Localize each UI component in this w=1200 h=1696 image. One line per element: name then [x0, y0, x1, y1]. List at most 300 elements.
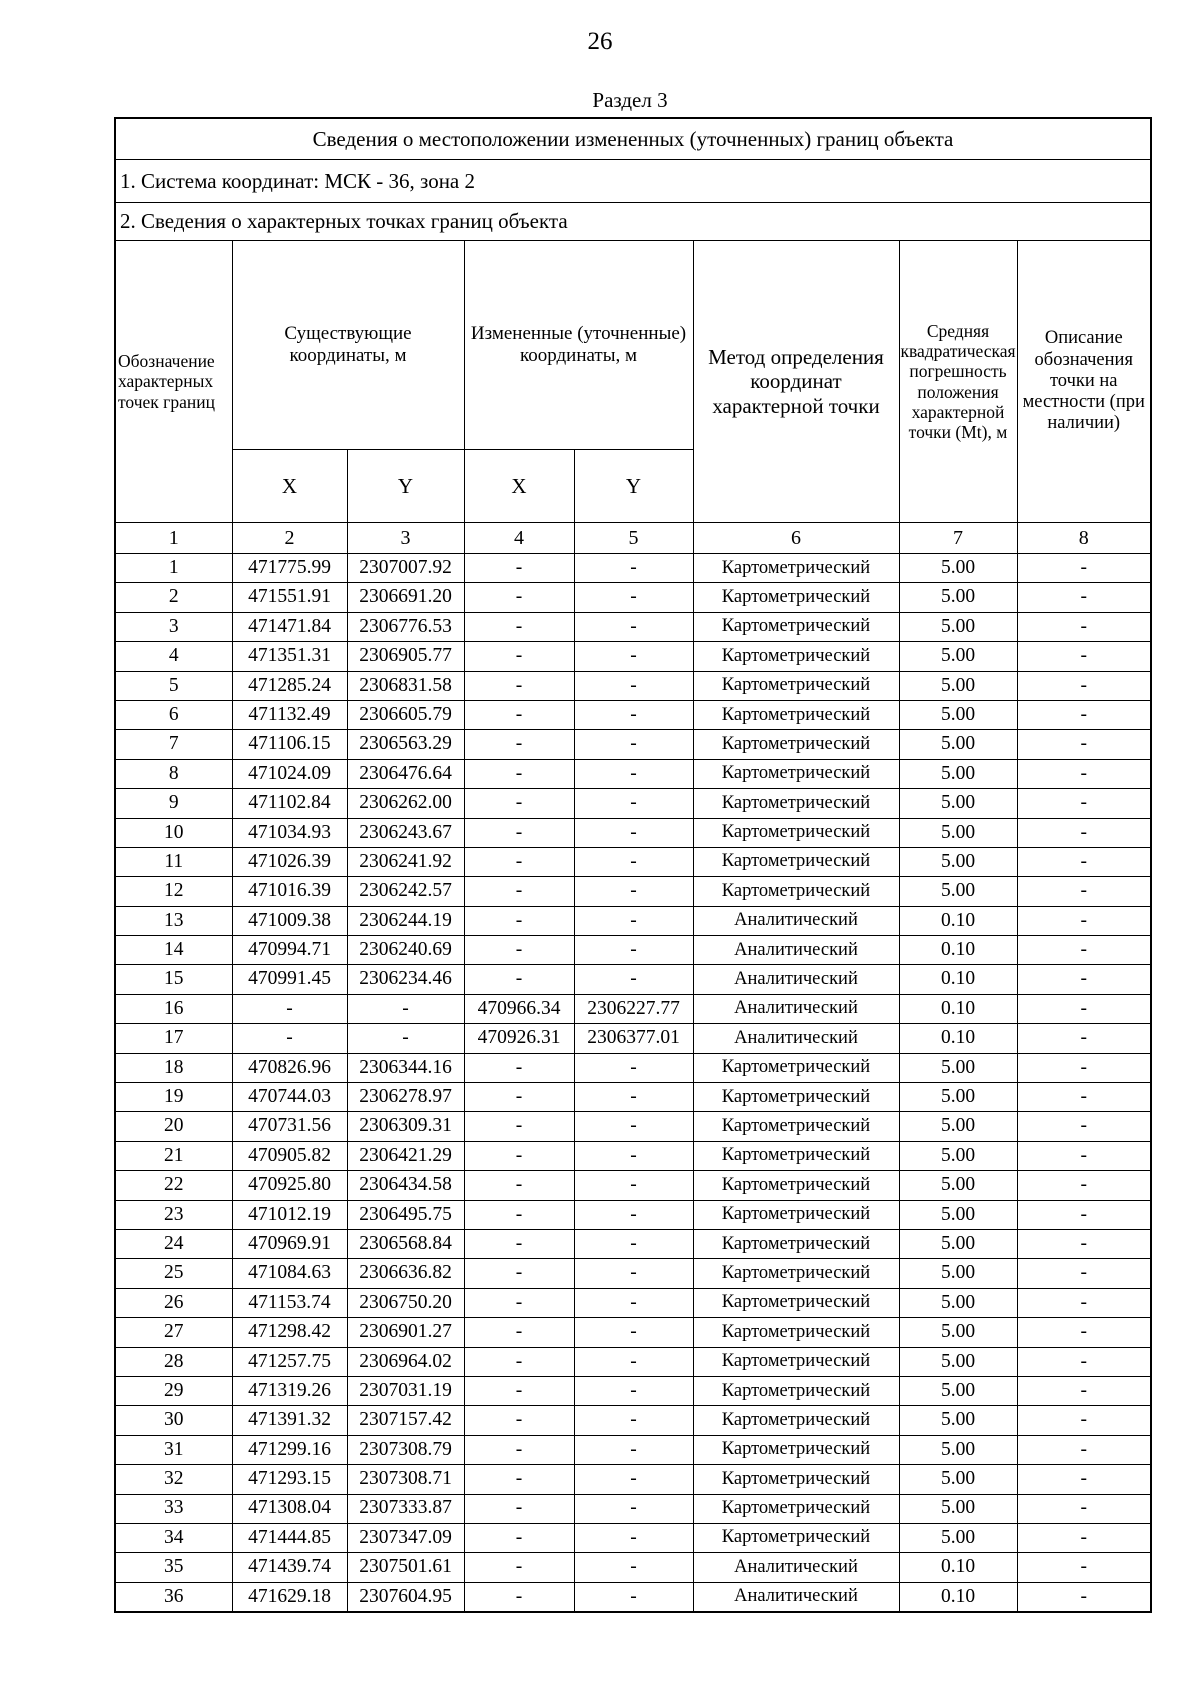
- page-number: 26: [587, 28, 613, 55]
- column-number-cell: 7: [899, 523, 1017, 554]
- existing-x-cell: 470994.71: [232, 936, 347, 965]
- column-number-cell: 1: [115, 523, 232, 554]
- changed-x-cell: -: [464, 1582, 574, 1612]
- description-cell: -: [1017, 818, 1151, 847]
- existing-y-cell: 2306605.79: [347, 700, 464, 729]
- method-cell: Картометрический: [693, 1318, 899, 1347]
- existing-x-cell: 470826.96: [232, 1053, 347, 1082]
- point-number-cell: 4: [115, 642, 232, 671]
- description-cell: -: [1017, 1406, 1151, 1435]
- description-cell: -: [1017, 730, 1151, 759]
- table-row: [115, 1141, 1151, 1170]
- existing-x-cell: 471439.74: [232, 1553, 347, 1582]
- method-cell: Картометрический: [693, 759, 899, 788]
- existing-x-cell: 471106.15: [232, 730, 347, 759]
- description-cell: -: [1017, 1376, 1151, 1405]
- point-number-cell: 31: [115, 1435, 232, 1464]
- existing-x-cell: 471016.39: [232, 877, 347, 906]
- existing-y-cell: 2306234.46: [347, 965, 464, 994]
- header-changed-coords: Измененные (уточненные) координаты, м: [464, 241, 693, 450]
- existing-y-cell: 2307308.71: [347, 1465, 464, 1494]
- points-section-header: 2. Сведения о характерных точках границ объекта: [115, 203, 1151, 241]
- rmse-cell: 5.00: [899, 642, 1017, 671]
- existing-y-cell: 2306262.00: [347, 789, 464, 818]
- table-title: Сведения о местоположении измененных (уточненных) границ объекта: [115, 118, 1151, 160]
- table-row: [115, 730, 1151, 759]
- rmse-cell: 5.00: [899, 1171, 1017, 1200]
- existing-y-cell: 2306278.97: [347, 1083, 464, 1112]
- rmse-cell: 5.00: [899, 671, 1017, 700]
- rmse-cell: 5.00: [899, 1229, 1017, 1258]
- changed-x-cell: -: [464, 1112, 574, 1141]
- changed-x-cell: -: [464, 1465, 574, 1494]
- point-number-cell: 32: [115, 1465, 232, 1494]
- method-cell: Картометрический: [693, 1259, 899, 1288]
- table-row: [115, 1259, 1151, 1288]
- point-number-cell: 25: [115, 1259, 232, 1288]
- description-cell: -: [1017, 1523, 1151, 1552]
- existing-x-cell: 471132.49: [232, 700, 347, 729]
- existing-x-cell: 471012.19: [232, 1200, 347, 1229]
- method-cell: Картометрический: [693, 700, 899, 729]
- description-cell: -: [1017, 612, 1151, 641]
- table-row: [115, 1171, 1151, 1200]
- description-cell: -: [1017, 1171, 1151, 1200]
- existing-y-cell: 2306495.75: [347, 1200, 464, 1229]
- rmse-cell: 0.10: [899, 994, 1017, 1023]
- rmse-cell: 5.00: [899, 847, 1017, 876]
- changed-y-cell: -: [574, 847, 693, 876]
- description-cell: -: [1017, 1112, 1151, 1141]
- method-cell: Картометрический: [693, 847, 899, 876]
- changed-y-cell: -: [574, 1112, 693, 1141]
- existing-x-cell: 470731.56: [232, 1112, 347, 1141]
- method-cell: Аналитический: [693, 1553, 899, 1582]
- rmse-cell: 5.00: [899, 1494, 1017, 1523]
- rmse-cell: 5.00: [899, 1053, 1017, 1082]
- existing-y-cell: 2306831.58: [347, 671, 464, 700]
- method-cell: Аналитический: [693, 965, 899, 994]
- rmse-cell: 5.00: [899, 1435, 1017, 1464]
- changed-y-cell: -: [574, 1553, 693, 1582]
- method-cell: Картометрический: [693, 730, 899, 759]
- existing-y-cell: 2306240.69: [347, 936, 464, 965]
- boundary-points-table: [114, 117, 1152, 1613]
- method-cell: Аналитический: [693, 1582, 899, 1612]
- existing-x-cell: 471153.74: [232, 1288, 347, 1317]
- description-cell: -: [1017, 1259, 1151, 1288]
- changed-x-cell: -: [464, 700, 574, 729]
- method-cell: Картометрический: [693, 554, 899, 583]
- changed-y-cell: -: [574, 1347, 693, 1376]
- changed-x-cell: -: [464, 1141, 574, 1170]
- table-row: [115, 583, 1151, 612]
- changed-y-cell: -: [574, 1406, 693, 1435]
- table-row: [115, 1494, 1151, 1523]
- changed-y-cell: -: [574, 789, 693, 818]
- existing-x-cell: 471319.26: [232, 1376, 347, 1405]
- table-row: [115, 936, 1151, 965]
- header-changed-y: Y: [574, 450, 693, 523]
- point-number-cell: 14: [115, 936, 232, 965]
- method-cell: Картометрический: [693, 1376, 899, 1405]
- table-row: [115, 612, 1151, 641]
- table-row: [115, 1465, 1151, 1494]
- changed-y-cell: -: [574, 671, 693, 700]
- rmse-cell: 0.10: [899, 1553, 1017, 1582]
- table-row: [115, 1406, 1151, 1435]
- rmse-cell: 5.00: [899, 1318, 1017, 1347]
- method-cell: Картометрический: [693, 1141, 899, 1170]
- rmse-cell: 5.00: [899, 1112, 1017, 1141]
- table-row: [115, 1582, 1151, 1612]
- table-row: [115, 906, 1151, 935]
- changed-x-cell: -: [464, 1494, 574, 1523]
- point-number-cell: 18: [115, 1053, 232, 1082]
- changed-y-cell: -: [574, 818, 693, 847]
- method-cell: Картометрический: [693, 789, 899, 818]
- existing-x-cell: 471084.63: [232, 1259, 347, 1288]
- rmse-cell: 5.00: [899, 554, 1017, 583]
- table-row: [115, 554, 1151, 583]
- point-number-cell: 22: [115, 1171, 232, 1200]
- changed-x-cell: 470926.31: [464, 1024, 574, 1053]
- description-cell: -: [1017, 965, 1151, 994]
- table-row: [115, 1523, 1151, 1552]
- changed-x-cell: -: [464, 1347, 574, 1376]
- changed-x-cell: -: [464, 1318, 574, 1347]
- point-number-cell: 17: [115, 1024, 232, 1053]
- existing-x-cell: 471629.18: [232, 1582, 347, 1612]
- table-row: [115, 700, 1151, 729]
- method-cell: Картометрический: [693, 1083, 899, 1112]
- existing-x-cell: 471444.85: [232, 1523, 347, 1552]
- changed-y-cell: -: [574, 906, 693, 935]
- description-cell: -: [1017, 1288, 1151, 1317]
- changed-y-cell: -: [574, 583, 693, 612]
- column-number-cell: 6: [693, 523, 899, 554]
- existing-y-cell: 2306776.53: [347, 612, 464, 641]
- method-cell: Картометрический: [693, 1229, 899, 1258]
- existing-y-cell: 2306568.84: [347, 1229, 464, 1258]
- changed-x-cell: -: [464, 612, 574, 641]
- table-row: [115, 789, 1151, 818]
- existing-y-cell: 2306309.31: [347, 1112, 464, 1141]
- changed-y-cell: -: [574, 1141, 693, 1170]
- rmse-cell: 5.00: [899, 730, 1017, 759]
- description-cell: -: [1017, 789, 1151, 818]
- changed-x-cell: -: [464, 936, 574, 965]
- header-point-designation: Обозначение характерных точек границ: [115, 241, 232, 523]
- description-cell: -: [1017, 1024, 1151, 1053]
- changed-x-cell: -: [464, 671, 574, 700]
- method-cell: Аналитический: [693, 994, 899, 1023]
- point-number-cell: 23: [115, 1200, 232, 1229]
- column-number-cell: 5: [574, 523, 693, 554]
- point-number-cell: 2: [115, 583, 232, 612]
- existing-y-cell: 2306691.20: [347, 583, 464, 612]
- existing-x-cell: 471308.04: [232, 1494, 347, 1523]
- changed-x-cell: -: [464, 1200, 574, 1229]
- column-number-cell: 4: [464, 523, 574, 554]
- description-cell: -: [1017, 700, 1151, 729]
- existing-y-cell: 2306636.82: [347, 1259, 464, 1288]
- changed-y-cell: -: [574, 1083, 693, 1112]
- existing-y-cell: 2306434.58: [347, 1171, 464, 1200]
- method-cell: Картометрический: [693, 612, 899, 641]
- method-cell: Картометрический: [693, 1053, 899, 1082]
- rmse-cell: 5.00: [899, 1083, 1017, 1112]
- point-number-cell: 29: [115, 1376, 232, 1405]
- changed-y-cell: -: [574, 1259, 693, 1288]
- point-number-cell: 9: [115, 789, 232, 818]
- description-cell: -: [1017, 1494, 1151, 1523]
- point-number-cell: 6: [115, 700, 232, 729]
- description-cell: -: [1017, 1083, 1151, 1112]
- description-cell: -: [1017, 936, 1151, 965]
- rmse-cell: 5.00: [899, 1406, 1017, 1435]
- rmse-cell: 5.00: [899, 1376, 1017, 1405]
- existing-x-cell: 470969.91: [232, 1229, 347, 1258]
- changed-y-cell: -: [574, 1523, 693, 1552]
- changed-y-cell: -: [574, 965, 693, 994]
- existing-x-cell: 471009.38: [232, 906, 347, 935]
- rmse-cell: 0.10: [899, 1582, 1017, 1612]
- existing-y-cell: 2307157.42: [347, 1406, 464, 1435]
- method-cell: Картометрический: [693, 877, 899, 906]
- table-row: [115, 1112, 1151, 1141]
- point-number-cell: 3: [115, 612, 232, 641]
- changed-x-cell: -: [464, 583, 574, 612]
- changed-y-cell: 2306227.77: [574, 994, 693, 1023]
- rmse-cell: 5.00: [899, 1259, 1017, 1288]
- description-cell: -: [1017, 847, 1151, 876]
- existing-y-cell: 2307308.79: [347, 1435, 464, 1464]
- point-number-cell: 13: [115, 906, 232, 935]
- existing-x-cell: 471471.84: [232, 612, 347, 641]
- rmse-cell: 5.00: [899, 818, 1017, 847]
- point-number-cell: 16: [115, 994, 232, 1023]
- existing-x-cell: 471026.39: [232, 847, 347, 876]
- header-existing-x: X: [232, 450, 347, 523]
- rmse-cell: 5.00: [899, 789, 1017, 818]
- changed-x-cell: -: [464, 1288, 574, 1317]
- table-row: [115, 1229, 1151, 1258]
- table-row: [115, 759, 1151, 788]
- table-row: [115, 1288, 1151, 1317]
- changed-y-cell: -: [574, 1435, 693, 1464]
- description-cell: -: [1017, 994, 1151, 1023]
- table-row: [115, 1053, 1151, 1082]
- method-cell: Картометрический: [693, 642, 899, 671]
- rmse-cell: 5.00: [899, 877, 1017, 906]
- changed-y-cell: -: [574, 730, 693, 759]
- existing-x-cell: -: [232, 1024, 347, 1053]
- existing-x-cell: 471257.75: [232, 1347, 347, 1376]
- header-existing-y: Y: [347, 450, 464, 523]
- description-cell: -: [1017, 671, 1151, 700]
- existing-x-cell: 471391.32: [232, 1406, 347, 1435]
- existing-y-cell: 2306241.92: [347, 847, 464, 876]
- changed-x-cell: -: [464, 1376, 574, 1405]
- rmse-cell: 0.10: [899, 936, 1017, 965]
- header-method: Метод определения координат характерной точки: [693, 241, 899, 523]
- changed-x-cell: -: [464, 1053, 574, 1082]
- point-number-cell: 24: [115, 1229, 232, 1258]
- changed-x-cell: -: [464, 1435, 574, 1464]
- point-number-cell: 21: [115, 1141, 232, 1170]
- table-row: [115, 1318, 1151, 1347]
- rmse-cell: 0.10: [899, 906, 1017, 935]
- changed-y-cell: -: [574, 1376, 693, 1405]
- rmse-cell: 5.00: [899, 1288, 1017, 1317]
- table-row: [115, 1083, 1151, 1112]
- description-cell: -: [1017, 1347, 1151, 1376]
- changed-y-cell: -: [574, 612, 693, 641]
- description-cell: -: [1017, 642, 1151, 671]
- changed-x-cell: -: [464, 642, 574, 671]
- existing-y-cell: 2306242.57: [347, 877, 464, 906]
- point-number-cell: 11: [115, 847, 232, 876]
- description-cell: -: [1017, 1582, 1151, 1612]
- changed-x-cell: -: [464, 965, 574, 994]
- rmse-cell: 5.00: [899, 1523, 1017, 1552]
- method-cell: Картометрический: [693, 1288, 899, 1317]
- changed-y-cell: -: [574, 1053, 693, 1082]
- changed-y-cell: -: [574, 642, 693, 671]
- table-row: [115, 642, 1151, 671]
- rmse-cell: 0.10: [899, 1024, 1017, 1053]
- method-cell: Картометрический: [693, 1494, 899, 1523]
- changed-x-cell: -: [464, 906, 574, 935]
- existing-y-cell: 2306476.64: [347, 759, 464, 788]
- point-number-cell: 5: [115, 671, 232, 700]
- rmse-cell: 5.00: [899, 612, 1017, 641]
- table-row: [115, 1553, 1151, 1582]
- existing-x-cell: 470744.03: [232, 1083, 347, 1112]
- changed-x-cell: -: [464, 789, 574, 818]
- header-existing-coords: Существующие координаты, м: [232, 241, 464, 450]
- existing-y-cell: 2306421.29: [347, 1141, 464, 1170]
- existing-x-cell: 470905.82: [232, 1141, 347, 1170]
- point-number-cell: 35: [115, 1553, 232, 1582]
- description-cell: -: [1017, 1465, 1151, 1494]
- changed-y-cell: -: [574, 700, 693, 729]
- changed-y-cell: -: [574, 936, 693, 965]
- header-description: Описание обозначения точки на местности (при наличии): [1017, 241, 1151, 523]
- point-number-cell: 26: [115, 1288, 232, 1317]
- changed-y-cell: -: [574, 1200, 693, 1229]
- method-cell: Картометрический: [693, 1465, 899, 1494]
- changed-x-cell: -: [464, 1553, 574, 1582]
- method-cell: Картометрический: [693, 1171, 899, 1200]
- existing-x-cell: 471034.93: [232, 818, 347, 847]
- changed-x-cell: 470966.34: [464, 994, 574, 1023]
- changed-x-cell: -: [464, 1171, 574, 1200]
- description-cell: -: [1017, 906, 1151, 935]
- existing-x-cell: 471024.09: [232, 759, 347, 788]
- method-cell: Аналитический: [693, 1024, 899, 1053]
- method-cell: Картометрический: [693, 671, 899, 700]
- table-row: [115, 877, 1151, 906]
- method-cell: Картометрический: [693, 818, 899, 847]
- existing-y-cell: 2307333.87: [347, 1494, 464, 1523]
- method-cell: Картометрический: [693, 1523, 899, 1552]
- rmse-cell: 5.00: [899, 1141, 1017, 1170]
- method-cell: Картометрический: [693, 1112, 899, 1141]
- description-cell: -: [1017, 1435, 1151, 1464]
- existing-y-cell: 2306244.19: [347, 906, 464, 935]
- existing-x-cell: 471551.91: [232, 583, 347, 612]
- method-cell: Аналитический: [693, 906, 899, 935]
- rmse-cell: 5.00: [899, 1465, 1017, 1494]
- existing-y-cell: 2306563.29: [347, 730, 464, 759]
- changed-y-cell: -: [574, 1465, 693, 1494]
- existing-y-cell: 2307007.92: [347, 554, 464, 583]
- existing-y-cell: 2306905.77: [347, 642, 464, 671]
- existing-x-cell: 471298.42: [232, 1318, 347, 1347]
- table-row: [115, 847, 1151, 876]
- point-number-cell: 12: [115, 877, 232, 906]
- description-cell: -: [1017, 1318, 1151, 1347]
- changed-x-cell: -: [464, 1083, 574, 1112]
- column-number-cell: 2: [232, 523, 347, 554]
- existing-x-cell: 471775.99: [232, 554, 347, 583]
- existing-x-cell: 471102.84: [232, 789, 347, 818]
- existing-x-cell: 471299.16: [232, 1435, 347, 1464]
- column-number-row: [115, 523, 1151, 554]
- description-cell: -: [1017, 877, 1151, 906]
- table-row: [115, 994, 1151, 1023]
- point-number-cell: 15: [115, 965, 232, 994]
- point-number-cell: 28: [115, 1347, 232, 1376]
- changed-y-cell: -: [574, 1288, 693, 1317]
- header-changed-x: X: [464, 450, 574, 523]
- changed-x-cell: -: [464, 1523, 574, 1552]
- changed-y-cell: -: [574, 1494, 693, 1523]
- method-cell: Картометрический: [693, 1435, 899, 1464]
- rmse-cell: 0.10: [899, 965, 1017, 994]
- existing-x-cell: 470925.80: [232, 1171, 347, 1200]
- existing-y-cell: 2306750.20: [347, 1288, 464, 1317]
- existing-y-cell: 2306901.27: [347, 1318, 464, 1347]
- description-cell: -: [1017, 1200, 1151, 1229]
- existing-y-cell: 2306344.16: [347, 1053, 464, 1082]
- table-row: [115, 1024, 1151, 1053]
- point-number-cell: 33: [115, 1494, 232, 1523]
- header-rmse: Средняя квадратическая погрешность положения характерной точки (Mt), м: [899, 241, 1017, 523]
- changed-y-cell: -: [574, 1318, 693, 1347]
- changed-y-cell: -: [574, 759, 693, 788]
- changed-x-cell: -: [464, 1259, 574, 1288]
- existing-y-cell: 2306243.67: [347, 818, 464, 847]
- existing-y-cell: -: [347, 994, 464, 1023]
- existing-y-cell: 2307031.19: [347, 1376, 464, 1405]
- changed-y-cell: -: [574, 1171, 693, 1200]
- changed-x-cell: -: [464, 554, 574, 583]
- changed-x-cell: -: [464, 847, 574, 876]
- description-cell: -: [1017, 1553, 1151, 1582]
- point-number-cell: 34: [115, 1523, 232, 1552]
- method-cell: Картометрический: [693, 1200, 899, 1229]
- description-cell: -: [1017, 759, 1151, 788]
- existing-x-cell: 471351.31: [232, 642, 347, 671]
- existing-y-cell: 2306964.02: [347, 1347, 464, 1376]
- changed-x-cell: -: [464, 759, 574, 788]
- existing-y-cell: -: [347, 1024, 464, 1053]
- existing-x-cell: 470991.45: [232, 965, 347, 994]
- rmse-cell: 5.00: [899, 759, 1017, 788]
